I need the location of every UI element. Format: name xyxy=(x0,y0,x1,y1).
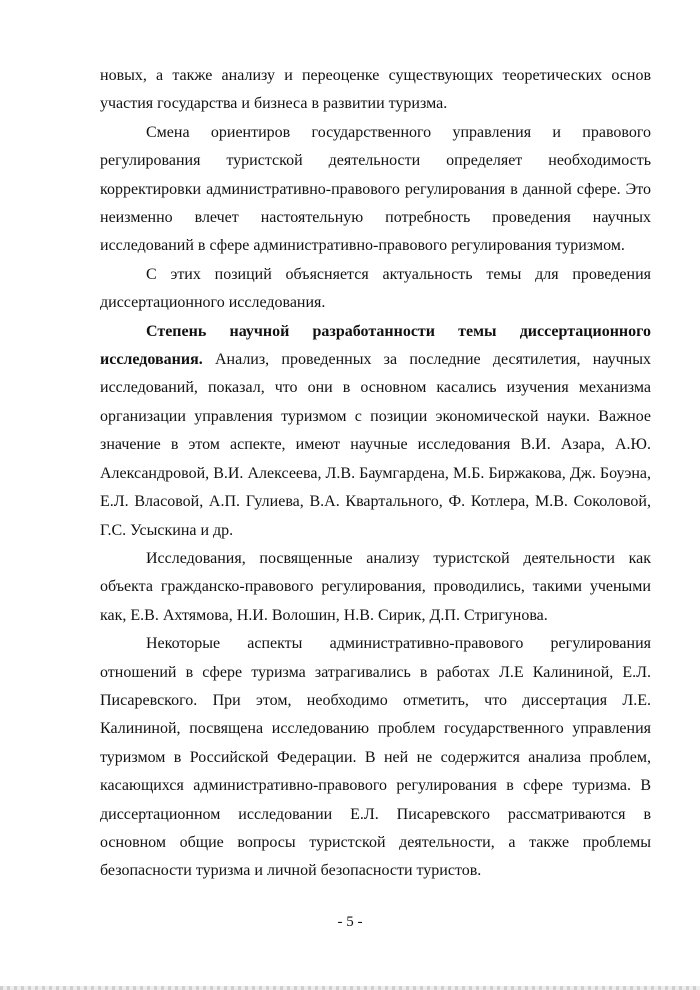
document-page xyxy=(100,62,651,886)
paragraph-research-degree xyxy=(100,318,651,545)
paragraph-text: новых, а также анализу и переоценке существующих теоретических основ участия государства и бизнеса в развитии туризма. xyxy=(100,67,651,113)
paragraph-relevance xyxy=(100,261,651,318)
paragraph-text: Смена ориентиров государственного управления и правового регулирования туристской деятельности определяет необходимость корректировки административно-правового регулирования в данной сфере. Это неизменно влечет настоятельную потребность проведения научных исследований в сфере административно-правового регулирования туризмом. xyxy=(100,123,651,255)
paragraph-text: С этих позиций объясняется актуальность темы для проведения диссертационного исследования. xyxy=(100,265,651,312)
paragraph-orientation-change xyxy=(100,119,651,261)
paragraph-text: Исследования, посвященные анализу туристской деятельности как объекта гражданско-правового регулирования, проводились, такими учеными как, Е.В. Ахтямова, Н.И. Волошин, Н.В. Сирик, Д.П. Стригунова. xyxy=(100,549,651,624)
paragraph-administrative-law-research xyxy=(100,630,651,886)
paragraph-text: Некоторые аспекты административно-правового регулирования отношений в сфере туризма затрагивались в работах Л.Е Калининой, Е.Л. Писаревского. При этом, необходимо отметить, что диссертация Л.Е. Калининой, посвящена исследованию проблем государственного управления туризмом в Российской Федерации. В ней не содержится анализа проблем, касающихся административно-правового регулирования в сфере туризма. В диссертационном исследовании Е.Л. Писаревского рассматриваются в основном общие вопросы туристской деятельности, а также проблемы безопасности туризма и личной безопасности туристов. xyxy=(100,635,651,880)
section-heading: Степень научной разработанности темы диссертационного исследования. xyxy=(100,322,651,369)
paragraph-civil-law-research xyxy=(100,545,651,630)
paragraph-continuation xyxy=(100,62,651,119)
paragraph-text: Анализ, проведенных за последние десятилетия, научных исследований, показал, что они в основном касались изучения механизма организации управления туризмом с позиции экономической науки. Важное значение в этом аспекте, имеют научные исследования В.И. Азара, А.Ю. Александровой, В.И. Алексеева, Л.В. Баумгардена, М.Б. Биржакова, Дж. Боуэна, Е.Л. Власовой, А.П. Гулиева, В.А. Квартального, Ф. Котлера, М.В. Соколовой, Г.С. Усыскина и др. xyxy=(100,351,651,539)
page-number: - 5 - xyxy=(337,914,363,930)
scan-edge-border xyxy=(0,986,700,990)
